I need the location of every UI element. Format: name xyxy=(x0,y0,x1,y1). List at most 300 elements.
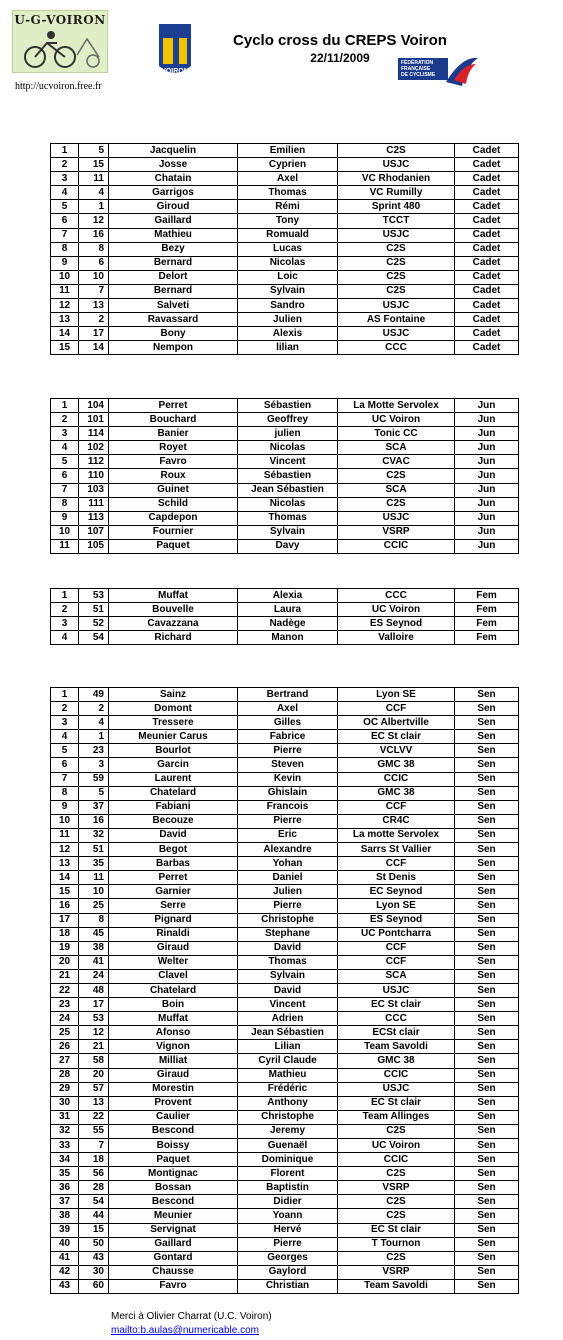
club-cell: USJC xyxy=(338,327,455,341)
category-cell: Fem xyxy=(455,617,519,631)
rank-cell: 3 xyxy=(51,617,79,631)
last-name-cell: Schild xyxy=(109,497,238,511)
first-name-cell: Bertrand xyxy=(238,688,338,702)
table-row xyxy=(51,1068,519,1082)
rank-cell: 11 xyxy=(51,828,79,842)
category-cell: Sen xyxy=(455,1237,519,1251)
last-name-cell: Paquet xyxy=(109,539,238,553)
bib-cell: 3 xyxy=(79,758,109,772)
category-cell: Cadet xyxy=(455,313,519,327)
first-name-cell: Christophe xyxy=(238,913,338,927)
federation-logo-line: FÉDÉRATION xyxy=(401,60,434,66)
first-name-cell: Loic xyxy=(238,270,338,284)
first-name-cell: Ghislain xyxy=(238,786,338,800)
club-cell: C2S xyxy=(338,497,455,511)
rank-cell: 24 xyxy=(51,1012,79,1026)
table-row xyxy=(51,1012,519,1026)
club-cell: Team Savoldi xyxy=(338,1040,455,1054)
table-row xyxy=(51,617,519,631)
club-cell: ECSt clair xyxy=(338,1026,455,1040)
race-date: 22/11/2009 xyxy=(310,51,370,65)
club-cell: GMC 38 xyxy=(338,758,455,772)
last-name-cell: Mathieu xyxy=(109,228,238,242)
bib-cell: 21 xyxy=(79,1040,109,1054)
table-row xyxy=(51,730,519,744)
table-row xyxy=(51,214,519,228)
bib-cell: 18 xyxy=(79,1153,109,1167)
bib-cell: 57 xyxy=(79,1082,109,1096)
category-cell: Sen xyxy=(455,955,519,969)
category-cell: Sen xyxy=(455,688,519,702)
category-cell: Sen xyxy=(455,744,519,758)
last-name-cell: Chatelard xyxy=(109,983,238,997)
results-table-cadet xyxy=(50,143,519,355)
rank-cell: 2 xyxy=(51,413,79,427)
club-cell: USJC xyxy=(338,1082,455,1096)
first-name-cell: Hervé xyxy=(238,1223,338,1237)
club-cell: GMC 38 xyxy=(338,1054,455,1068)
last-name-cell: Servignat xyxy=(109,1223,238,1237)
rank-cell: 8 xyxy=(51,786,79,800)
table-row xyxy=(51,284,519,298)
category-cell: Jun xyxy=(455,441,519,455)
club-cell: Tonic CC xyxy=(338,427,455,441)
category-cell: Cadet xyxy=(455,270,519,284)
first-name-cell: Sandro xyxy=(238,299,338,313)
bib-cell: 10 xyxy=(79,270,109,284)
category-cell: Jun xyxy=(455,399,519,413)
table-row xyxy=(51,469,519,483)
bib-cell: 41 xyxy=(79,955,109,969)
rank-cell: 9 xyxy=(51,800,79,814)
category-cell: Cadet xyxy=(455,144,519,158)
first-name-cell: Axel xyxy=(238,172,338,186)
first-name-cell: Tony xyxy=(238,214,338,228)
rank-cell: 4 xyxy=(51,631,79,645)
last-name-cell: Muffat xyxy=(109,1012,238,1026)
table-row xyxy=(51,1195,519,1209)
footer-thanks: Merci à Olivier Charrat (U.C. Voiron) xyxy=(111,1311,272,1322)
club-cell: USJC xyxy=(338,983,455,997)
bib-cell: 14 xyxy=(79,341,109,355)
page-title: Cyclo cross du CREPS Voiron xyxy=(233,32,447,49)
category-cell: Jun xyxy=(455,455,519,469)
club-logo xyxy=(12,10,108,73)
table-row xyxy=(51,172,519,186)
club-cell: TCCT xyxy=(338,214,455,228)
club-cell: C2S xyxy=(338,1209,455,1223)
club-cell: EC St clair xyxy=(338,1096,455,1110)
rank-cell: 38 xyxy=(51,1209,79,1223)
last-name-cell: Garnier xyxy=(109,885,238,899)
club-cell: SCA xyxy=(338,483,455,497)
club-cell: SCA xyxy=(338,441,455,455)
first-name-cell: Anthony xyxy=(238,1096,338,1110)
last-name-cell: Bossan xyxy=(109,1181,238,1195)
first-name-cell: Axel xyxy=(238,702,338,716)
first-name-cell: Davy xyxy=(238,539,338,553)
rank-cell: 32 xyxy=(51,1124,79,1138)
club-cell: CCF xyxy=(338,702,455,716)
table-row xyxy=(51,1040,519,1054)
rank-cell: 1 xyxy=(51,688,79,702)
rank-cell: 28 xyxy=(51,1068,79,1082)
bib-cell: 110 xyxy=(79,469,109,483)
rank-cell: 21 xyxy=(51,969,79,983)
bib-cell: 17 xyxy=(79,998,109,1012)
category-cell: Sen xyxy=(455,1082,519,1096)
table-row xyxy=(51,772,519,786)
rank-cell: 27 xyxy=(51,1054,79,1068)
club-cell: USJC xyxy=(338,158,455,172)
rank-cell: 5 xyxy=(51,455,79,469)
rank-cell: 39 xyxy=(51,1223,79,1237)
table-row xyxy=(51,1167,519,1181)
first-name-cell: Julien xyxy=(238,885,338,899)
table-row xyxy=(51,758,519,772)
first-name-cell: Rémi xyxy=(238,200,338,214)
rank-cell: 8 xyxy=(51,497,79,511)
last-name-cell: Bouvelle xyxy=(109,603,238,617)
first-name-cell: Yoann xyxy=(238,1209,338,1223)
club-cell: VCLVV xyxy=(338,744,455,758)
rank-cell: 5 xyxy=(51,200,79,214)
footer-email-link[interactable]: mailto:b.aulas@numericable.com xyxy=(111,1325,259,1336)
rank-cell: 31 xyxy=(51,1110,79,1124)
results-table-junior xyxy=(50,398,519,554)
category-cell: Jun xyxy=(455,427,519,441)
bib-cell: 49 xyxy=(79,688,109,702)
results-table-women xyxy=(50,588,519,645)
category-cell: Sen xyxy=(455,983,519,997)
bib-cell: 23 xyxy=(79,744,109,758)
last-name-cell: Royet xyxy=(109,441,238,455)
last-name-cell: Meunier xyxy=(109,1209,238,1223)
table-row xyxy=(51,589,519,603)
last-name-cell: Bony xyxy=(109,327,238,341)
club-cell: La motte Servolex xyxy=(338,828,455,842)
rank-cell: 10 xyxy=(51,525,79,539)
first-name-cell: Thomas xyxy=(238,511,338,525)
table-row xyxy=(51,242,519,256)
club-cell: C2S xyxy=(338,1124,455,1138)
last-name-cell: Serre xyxy=(109,899,238,913)
bib-cell: 52 xyxy=(79,617,109,631)
table-row xyxy=(51,200,519,214)
first-name-cell: Laura xyxy=(238,603,338,617)
bib-cell: 5 xyxy=(79,786,109,800)
category-cell: Sen xyxy=(455,1139,519,1153)
bib-cell: 22 xyxy=(79,1110,109,1124)
category-cell: Sen xyxy=(455,786,519,800)
category-cell: Cadet xyxy=(455,228,519,242)
table-row xyxy=(51,899,519,913)
club-cell: CCF xyxy=(338,941,455,955)
last-name-cell: Laurent xyxy=(109,772,238,786)
category-cell: Sen xyxy=(455,730,519,744)
rank-cell: 11 xyxy=(51,539,79,553)
bib-cell: 15 xyxy=(79,158,109,172)
rank-cell: 3 xyxy=(51,172,79,186)
rank-cell: 3 xyxy=(51,716,79,730)
table-row xyxy=(51,1223,519,1237)
first-name-cell: Florent xyxy=(238,1167,338,1181)
rank-cell: 7 xyxy=(51,483,79,497)
category-cell: Sen xyxy=(455,969,519,983)
last-name-cell: Fournier xyxy=(109,525,238,539)
bib-cell: 48 xyxy=(79,983,109,997)
table-row xyxy=(51,455,519,469)
category-cell: Cadet xyxy=(455,214,519,228)
table-row xyxy=(51,688,519,702)
last-name-cell: Bescond xyxy=(109,1195,238,1209)
bib-cell: 11 xyxy=(79,172,109,186)
bib-cell: 1 xyxy=(79,730,109,744)
category-cell: Sen xyxy=(455,716,519,730)
last-name-cell: Garrigos xyxy=(109,186,238,200)
club-cell: UC Voiron xyxy=(338,1139,455,1153)
rank-cell: 6 xyxy=(51,214,79,228)
table-row xyxy=(51,998,519,1012)
table-row xyxy=(51,1279,519,1293)
table-row xyxy=(51,913,519,927)
first-name-cell: Lucas xyxy=(238,242,338,256)
table-row xyxy=(51,228,519,242)
first-name-cell: Thomas xyxy=(238,186,338,200)
first-name-cell: Romuald xyxy=(238,228,338,242)
first-name-cell: Nicolas xyxy=(238,497,338,511)
club-cell: VSRP xyxy=(338,1265,455,1279)
rank-cell: 3 xyxy=(51,427,79,441)
club-cell: La Motte Servolex xyxy=(338,399,455,413)
bib-cell: 7 xyxy=(79,1139,109,1153)
club-cell: CCIC xyxy=(338,1153,455,1167)
category-cell: Cadet xyxy=(455,186,519,200)
first-name-cell: Jean Sébastien xyxy=(238,483,338,497)
first-name-cell: Pierre xyxy=(238,1237,338,1251)
table-row xyxy=(51,270,519,284)
first-name-cell: Sylvain xyxy=(238,969,338,983)
bib-cell: 16 xyxy=(79,814,109,828)
table-row xyxy=(51,843,519,857)
bib-cell: 54 xyxy=(79,1195,109,1209)
first-name-cell: David xyxy=(238,983,338,997)
category-cell: Cadet xyxy=(455,172,519,186)
category-cell: Jun xyxy=(455,511,519,525)
bib-cell: 59 xyxy=(79,772,109,786)
club-cell: UC Pontcharra xyxy=(338,927,455,941)
club-cell: C2S xyxy=(338,144,455,158)
club-cell: Valloire xyxy=(338,631,455,645)
rank-cell: 15 xyxy=(51,341,79,355)
club-cell: OC Albertville xyxy=(338,716,455,730)
rank-cell: 16 xyxy=(51,899,79,913)
category-cell: Sen xyxy=(455,941,519,955)
last-name-cell: Favro xyxy=(109,1279,238,1293)
first-name-cell: Eric xyxy=(238,828,338,842)
last-name-cell: Delort xyxy=(109,270,238,284)
table-row xyxy=(51,483,519,497)
first-name-cell: Guenaël xyxy=(238,1139,338,1153)
club-cell: EC Seynod xyxy=(338,885,455,899)
club-cell: C2S xyxy=(338,469,455,483)
club-cell: C2S xyxy=(338,242,455,256)
bib-cell: 58 xyxy=(79,1054,109,1068)
first-name-cell: Pierre xyxy=(238,814,338,828)
club-cell: St Denis xyxy=(338,871,455,885)
bib-cell: 60 xyxy=(79,1279,109,1293)
table-row xyxy=(51,702,519,716)
bib-cell: 45 xyxy=(79,927,109,941)
first-name-cell: Christian xyxy=(238,1279,338,1293)
club-cell: ES Seynod xyxy=(338,913,455,927)
table-row xyxy=(51,525,519,539)
club-cell: CCIC xyxy=(338,772,455,786)
bib-cell: 102 xyxy=(79,441,109,455)
bib-cell: 4 xyxy=(79,186,109,200)
last-name-cell: Bouchard xyxy=(109,413,238,427)
rank-cell: 43 xyxy=(51,1279,79,1293)
club-cell: Lyon SE xyxy=(338,688,455,702)
first-name-cell: julien xyxy=(238,427,338,441)
table-row xyxy=(51,1110,519,1124)
bib-cell: 53 xyxy=(79,1012,109,1026)
category-cell: Cadet xyxy=(455,341,519,355)
first-name-cell: David xyxy=(238,941,338,955)
category-cell: Cadet xyxy=(455,200,519,214)
table-row xyxy=(51,955,519,969)
bib-cell: 51 xyxy=(79,843,109,857)
table-row xyxy=(51,983,519,997)
last-name-cell: Muffat xyxy=(109,589,238,603)
table-row xyxy=(51,256,519,270)
club-cell: USJC xyxy=(338,228,455,242)
rank-cell: 4 xyxy=(51,730,79,744)
club-cell: C2S xyxy=(338,256,455,270)
club-cell: CCC xyxy=(338,589,455,603)
category-cell: Sen xyxy=(455,1026,519,1040)
table-row xyxy=(51,603,519,617)
last-name-cell: Bernard xyxy=(109,284,238,298)
bib-cell: 11 xyxy=(79,871,109,885)
table-row xyxy=(51,1209,519,1223)
table-row xyxy=(51,1265,519,1279)
last-name-cell: Banier xyxy=(109,427,238,441)
bib-cell: 50 xyxy=(79,1237,109,1251)
rank-cell: 4 xyxy=(51,441,79,455)
category-cell: Sen xyxy=(455,1012,519,1026)
first-name-cell: Julien xyxy=(238,313,338,327)
rank-cell: 1 xyxy=(51,144,79,158)
last-name-cell: Domont xyxy=(109,702,238,716)
club-cell: C2S xyxy=(338,1251,455,1265)
rank-cell: 17 xyxy=(51,913,79,927)
first-name-cell: Daniel xyxy=(238,871,338,885)
category-cell: Sen xyxy=(455,702,519,716)
first-name-cell: Francois xyxy=(238,800,338,814)
table-row xyxy=(51,497,519,511)
first-name-cell: Jean Sébastien xyxy=(238,1026,338,1040)
category-cell: Fem xyxy=(455,603,519,617)
table-row xyxy=(51,186,519,200)
first-name-cell: Steven xyxy=(238,758,338,772)
rank-cell: 23 xyxy=(51,998,79,1012)
last-name-cell: Roux xyxy=(109,469,238,483)
category-cell: Sen xyxy=(455,1167,519,1181)
table-row xyxy=(51,1251,519,1265)
last-name-cell: Guinet xyxy=(109,483,238,497)
table-row xyxy=(51,814,519,828)
category-cell: Sen xyxy=(455,1096,519,1110)
club-cell: Team Allinges xyxy=(338,1110,455,1124)
first-name-cell: Sylvain xyxy=(238,284,338,298)
table-row xyxy=(51,299,519,313)
last-name-cell: Cavazzana xyxy=(109,617,238,631)
club-cell: VSRP xyxy=(338,525,455,539)
club-cell: C2S xyxy=(338,284,455,298)
last-name-cell: Perret xyxy=(109,871,238,885)
last-name-cell: Giraud xyxy=(109,1068,238,1082)
club-url[interactable]: http://ucvoiron.free.fr xyxy=(15,81,102,92)
rank-cell: 35 xyxy=(51,1167,79,1181)
bib-cell: 35 xyxy=(79,857,109,871)
bib-cell: 37 xyxy=(79,800,109,814)
club-cell: UC Voiron xyxy=(338,413,455,427)
club-cell: CCC xyxy=(338,1012,455,1026)
category-cell: Sen xyxy=(455,1110,519,1124)
category-cell: Sen xyxy=(455,913,519,927)
rank-cell: 14 xyxy=(51,871,79,885)
first-name-cell: Nadège xyxy=(238,617,338,631)
first-name-cell: Vincent xyxy=(238,998,338,1012)
table-row xyxy=(51,413,519,427)
category-cell: Cadet xyxy=(455,284,519,298)
category-cell: Fem xyxy=(455,589,519,603)
table-row xyxy=(51,786,519,800)
rank-cell: 10 xyxy=(51,814,79,828)
rank-cell: 6 xyxy=(51,758,79,772)
club-cell: VSRP xyxy=(338,1181,455,1195)
category-cell: Sen xyxy=(455,1195,519,1209)
last-name-cell: Josse xyxy=(109,158,238,172)
bib-cell: 17 xyxy=(79,327,109,341)
category-cell: Sen xyxy=(455,899,519,913)
bib-cell: 2 xyxy=(79,313,109,327)
category-cell: Sen xyxy=(455,1223,519,1237)
rank-cell: 33 xyxy=(51,1139,79,1153)
city-logo-name: VOIRON xyxy=(161,68,189,75)
first-name-cell: Mathieu xyxy=(238,1068,338,1082)
rank-cell: 34 xyxy=(51,1153,79,1167)
last-name-cell: Giraud xyxy=(109,941,238,955)
last-name-cell: Becouze xyxy=(109,814,238,828)
rank-cell: 19 xyxy=(51,941,79,955)
first-name-cell: lilian xyxy=(238,341,338,355)
bib-cell: 114 xyxy=(79,427,109,441)
first-name-cell: Christophe xyxy=(238,1110,338,1124)
bib-cell: 13 xyxy=(79,299,109,313)
bib-cell: 54 xyxy=(79,631,109,645)
last-name-cell: Morestin xyxy=(109,1082,238,1096)
bib-cell: 12 xyxy=(79,214,109,228)
rank-cell: 6 xyxy=(51,469,79,483)
rank-cell: 9 xyxy=(51,256,79,270)
rank-cell: 10 xyxy=(51,270,79,284)
first-name-cell: Sylvain xyxy=(238,525,338,539)
table-row xyxy=(51,313,519,327)
last-name-cell: Garcin xyxy=(109,758,238,772)
table-row xyxy=(51,857,519,871)
